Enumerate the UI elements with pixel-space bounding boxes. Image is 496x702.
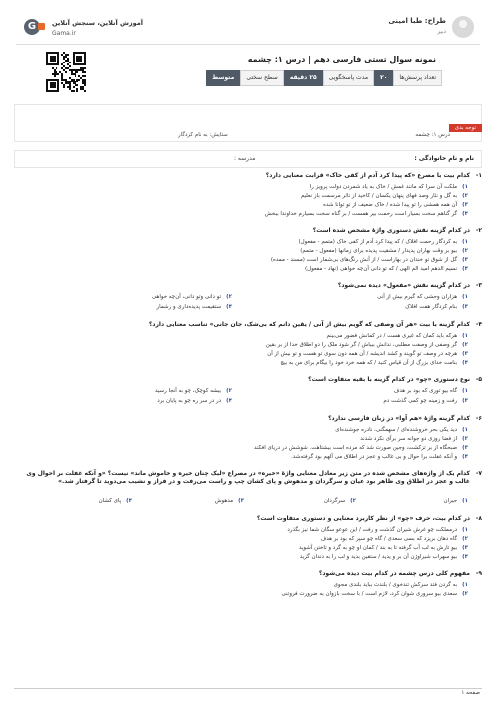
option-number: ۱) <box>462 333 468 339</box>
option-4[interactable] <box>265 210 468 218</box>
question-number: ۳- <box>475 282 482 289</box>
question-number: ۸- <box>475 515 482 522</box>
option-number: ۲) <box>462 536 468 542</box>
option-text: آن همه همشی را تو پیدا شده / خاک ضعیف از تو توانا شده <box>323 202 458 208</box>
option-number: ۱) <box>462 527 468 533</box>
option-2[interactable] <box>300 247 468 255</box>
question-4 <box>14 321 482 376</box>
option-1[interactable] <box>335 426 468 434</box>
question-text: نوع دستوری «چو» در کدام گزینه با بقیه متفاوت است؟ <box>308 376 470 383</box>
option-text: مدهوش <box>214 498 234 504</box>
option-number: ۴) <box>462 454 468 460</box>
option-number: ۳) <box>462 545 468 551</box>
option-1[interactable] <box>299 238 469 246</box>
question-number: ۵- <box>475 376 482 383</box>
option-text: به گردن فتد سرکش تندخوی / بلندت بباید بلندی مجوی <box>333 582 458 588</box>
option-number: ۳) <box>462 398 468 404</box>
option-text: سعدی بیو سروری شوان کرد، لازم است / با سخت بازوان به ضرورت فروتنی <box>281 591 458 597</box>
question-text: در کدام گزینه نقش «مفعول» دیده نمی‌شود؟ <box>337 282 470 289</box>
option-text: بیو سهراب شیراوژن آن بر و یدید / ستقین بدید و لب را به دندان گزید <box>299 554 458 560</box>
question-text: کدام گزینه واژهٔ «هم آوا» در زبان فارسی ندارد؟ <box>328 415 470 422</box>
option-text: به گل و نثار وصد فهای پنهان یکسان / کاخید از تاثر مرسمت باز نعلیم <box>300 193 458 199</box>
option-3[interactable] <box>383 397 468 405</box>
option-text: درمملکت چو غرش شیران گذشت و رفت / این عوعو سگان شما نیز بگذرد <box>287 527 458 533</box>
option-text: گر وصفی از وصفت مطلبی، ندانش ببیاش / گر شود ملک را دو اطلاق خدا از بر بقین <box>265 342 458 348</box>
question-9 <box>14 570 482 607</box>
question-text: در کدام بیت، حرف «چو» از نظر کاربرد معنایی و دستوری متفاوت است؟ <box>256 515 470 522</box>
option-text: پای کشان <box>98 498 122 504</box>
option-4[interactable] <box>157 397 232 405</box>
option-4[interactable] <box>305 265 468 273</box>
option-2[interactable] <box>152 293 232 301</box>
option-1[interactable] <box>377 293 468 301</box>
option-1[interactable] <box>326 332 468 340</box>
option-3[interactable] <box>405 303 468 311</box>
option-number: ۴) <box>226 304 232 310</box>
option-number: ۴) <box>126 498 132 504</box>
option-number: ۴) <box>462 266 468 272</box>
option-2[interactable] <box>301 192 468 200</box>
school-label: مدرسه : <box>234 155 256 162</box>
option-text: و آنکه غفلت برا حوال و بی غالب و عجز در اطلاق می آلهم بود گرفته‌شد. <box>291 454 458 460</box>
brand-logo-icon: G <box>24 18 46 36</box>
author-name: طراح: طبا امینی <box>388 17 446 25</box>
page-number: صفحه ۱ <box>461 690 480 696</box>
option-1[interactable] <box>287 526 468 534</box>
option-number: ۱) <box>462 388 468 394</box>
duration-label: مدت پاسخگویی <box>323 70 374 86</box>
option-text: بیو تارش به لب آب گرفته تا به بند / کمان او چو به گرد و تاختن آشوید <box>299 545 458 551</box>
question-8 <box>14 515 482 570</box>
section-info: ستایش: به نام کردگار <box>178 132 228 138</box>
question-6 <box>14 415 482 470</box>
option-2[interactable] <box>324 497 356 505</box>
option-4[interactable] <box>157 303 233 311</box>
option-2[interactable] <box>266 341 468 349</box>
question-7 <box>14 470 482 515</box>
option-3[interactable] <box>299 544 468 552</box>
question-number: ۶- <box>475 415 482 422</box>
header-divider <box>16 44 480 45</box>
option-3[interactable] <box>215 497 244 505</box>
option-number: ۱) <box>462 427 468 433</box>
option-text: از فضا روزی دو جوانه سر برآی نکرد شدند <box>360 436 458 442</box>
attention-badge: توجه بدی <box>449 124 482 132</box>
option-text: بیو بر وقت بهاران پدیدار / مشقیت پدیده برای زمانها (مفعول - متمم) <box>300 248 458 254</box>
footer-divider <box>14 688 482 689</box>
option-text: تو دانی وتو دانی، آن‌چه خواهی <box>151 294 222 300</box>
option-number: ۳) <box>462 202 468 208</box>
option-3[interactable] <box>267 350 468 358</box>
brand-name: آموزش آنلاین، سنجش آنلاین <box>52 19 144 27</box>
question-number: ۴- <box>475 321 482 328</box>
question-3 <box>14 282 482 321</box>
option-number: ۲) <box>462 193 468 199</box>
option-3[interactable] <box>271 256 468 264</box>
option-4[interactable] <box>280 359 468 367</box>
question-text: مفهوم کلی درس چشمه در کدام بیت دیده می‌شود؟ <box>318 570 470 577</box>
option-1[interactable] <box>334 581 468 589</box>
author-role: دبیر <box>437 29 446 35</box>
question-text: در کدام گزینه نقش دستوری واژهٔ مشخص شده است؟ <box>312 227 470 234</box>
option-number: ۱) <box>462 239 468 245</box>
option-text: گاه دهان بریزد که بسی سعدی / گاه چو سپر که بود بر هدف <box>320 536 458 542</box>
option-number: ۲) <box>226 388 232 394</box>
option-number: ۱) <box>462 294 468 300</box>
option-text: هرچه در وصف تو گویند و کشد اندیشه / آن همه دون سوی تو هست و تو بیش از آن <box>267 351 458 357</box>
option-number: ۳) <box>462 257 468 263</box>
option-number: ۳) <box>462 351 468 357</box>
option-number: ۲) <box>462 591 468 597</box>
option-text: گل از شوق تو خندان در بهاراست / از آنش رنگ‌های بی‌شمار است (مسند - ممده) <box>270 257 458 263</box>
duration-value: ۲۵ دقیقه <box>284 70 323 86</box>
option-number: ۳) <box>238 498 244 504</box>
option-text: در در سر ره چو به پایان برد <box>157 398 222 404</box>
option-text: بیشه کوچک، چو به آنجا رسید <box>154 388 222 394</box>
option-number: ۱) <box>462 498 468 504</box>
page-header <box>16 12 480 42</box>
option-text: به کردگار رحمت افلاک / که پیدا کرد آدم از کفی خاک (متمم - مفعول) <box>298 239 458 245</box>
option-4[interactable] <box>99 497 132 505</box>
option-text: هزاران وحشی که گیرم بیش از آنی <box>377 294 458 300</box>
option-2[interactable] <box>155 387 232 395</box>
option-text: گر گناهم سخت بسیار است رحمت بیر همست / بر گناه سخت بسیارم خداوندا ببخش <box>264 211 458 217</box>
option-1[interactable] <box>310 183 468 191</box>
option-number: ۳) <box>462 304 468 310</box>
option-text: بنام کردگار هفت افلاک <box>405 304 458 310</box>
option-3[interactable] <box>254 444 468 452</box>
question-number: ۱- <box>475 172 482 179</box>
question-5 <box>14 376 482 415</box>
option-text: هرکه باید کمان که غیری هست / در کمانش فضور می‌بینم <box>326 333 458 339</box>
option-text: گاه بیو توری که بود بر هدف <box>393 388 458 394</box>
option-3[interactable] <box>323 201 468 209</box>
question-number: ۹- <box>475 570 482 577</box>
question-text: کدام یک از واژه‌های مشخص شده در متن زیر معادل معنایی واژهٔ «خیره» در مصراع «لیک چنان خیره و خاموش ماند» نیست؟ «و آنکه غفلت بر احوال وی غالب و عجز در اطلاق وی ظاهر بود عیان و سرگردان و مدهوش و پای کشان چپ و راست می‌رفت و در فراز و نشیب می‌دوید تا گرفتار شد.» <box>26 470 470 485</box>
question-1 <box>14 172 482 227</box>
question-text: کدام گزینه با بیت «هر آن وصفی که گویم بیش از آنی / یقین دانم که بی‌شک، جان جانی» تناسب معنایی دارد؟ <box>148 321 470 328</box>
lesson-info: درس ۱: چشمه <box>415 132 450 138</box>
option-text: سرگردان <box>323 498 346 504</box>
difficulty-value: متوسط <box>206 70 240 86</box>
option-text: ملکت آن سرا که مانند غمش / خاک به یاد شمردن دولت پرویز را <box>309 184 458 190</box>
option-number: ۴) <box>462 554 468 560</box>
option-text: بنامت خدای بزرگ از آن قیاس کنید / که همه خرد خود را بیگام برای من به بیچ <box>280 360 458 366</box>
option-text: صبحگاه از بر تزکشت، وجین صورت شد که مرده است بیشتاهت. شوشش در دریای افکند <box>253 445 458 451</box>
option-text: حیران <box>443 498 458 504</box>
option-1[interactable] <box>443 497 468 505</box>
option-number: ۲) <box>462 436 468 442</box>
option-text: ستقیمت پدیده‌داری و رشمار <box>156 304 222 310</box>
option-4[interactable] <box>300 553 468 561</box>
option-number: ۴) <box>462 211 468 217</box>
option-number: ۳) <box>462 445 468 451</box>
option-number: ۴) <box>226 398 232 404</box>
option-number: ۲) <box>226 294 232 300</box>
avatar <box>452 16 474 38</box>
qr-code-icon <box>46 52 86 92</box>
option-2[interactable] <box>321 535 468 543</box>
option-number: ۱) <box>462 184 468 190</box>
exam-info-row <box>206 70 442 84</box>
option-text: دید یکی بحر خروشنده‌ای / سهمگنی، نادره جوشنده‌ای <box>335 427 458 433</box>
option-4[interactable] <box>291 453 468 461</box>
option-number: ۱) <box>462 582 468 588</box>
question-text: کدام بیت با مصرع «که پیدا کرد آدم از کفی خاک» قرابت معنایی دارد؟ <box>265 172 470 179</box>
student-name-label: نام و نام خانوادگی : <box>414 155 474 162</box>
question-2 <box>14 227 482 282</box>
exam-title: نمونه سوال تستی فارسی دهم | درس ۱: چشمه <box>247 55 436 64</box>
difficulty-label: سطح سختی <box>240 70 283 86</box>
option-text: نسیم الدهم امید الم الهی / که تو دانی آن‌چه خواهی (نهاد - مفعول) <box>305 266 458 272</box>
option-2[interactable] <box>360 435 468 443</box>
question-count-label: تعداد پرسش‌ها <box>393 70 442 86</box>
attention-box <box>14 104 482 142</box>
question-number: ۲- <box>475 227 482 234</box>
option-number: ۲) <box>462 342 468 348</box>
option-1[interactable] <box>394 387 468 395</box>
option-2[interactable] <box>282 590 468 598</box>
question-number: ۷- <box>475 470 482 477</box>
option-number: ۴) <box>462 360 468 366</box>
brand-url[interactable]: Gama.ir <box>52 30 76 37</box>
question-count-value: ۲۰ <box>374 70 393 86</box>
option-number: ۲) <box>462 248 468 254</box>
option-text: رفت و زمینه چو کمی گذشت دم <box>383 398 458 404</box>
option-number: ۲) <box>350 498 356 504</box>
